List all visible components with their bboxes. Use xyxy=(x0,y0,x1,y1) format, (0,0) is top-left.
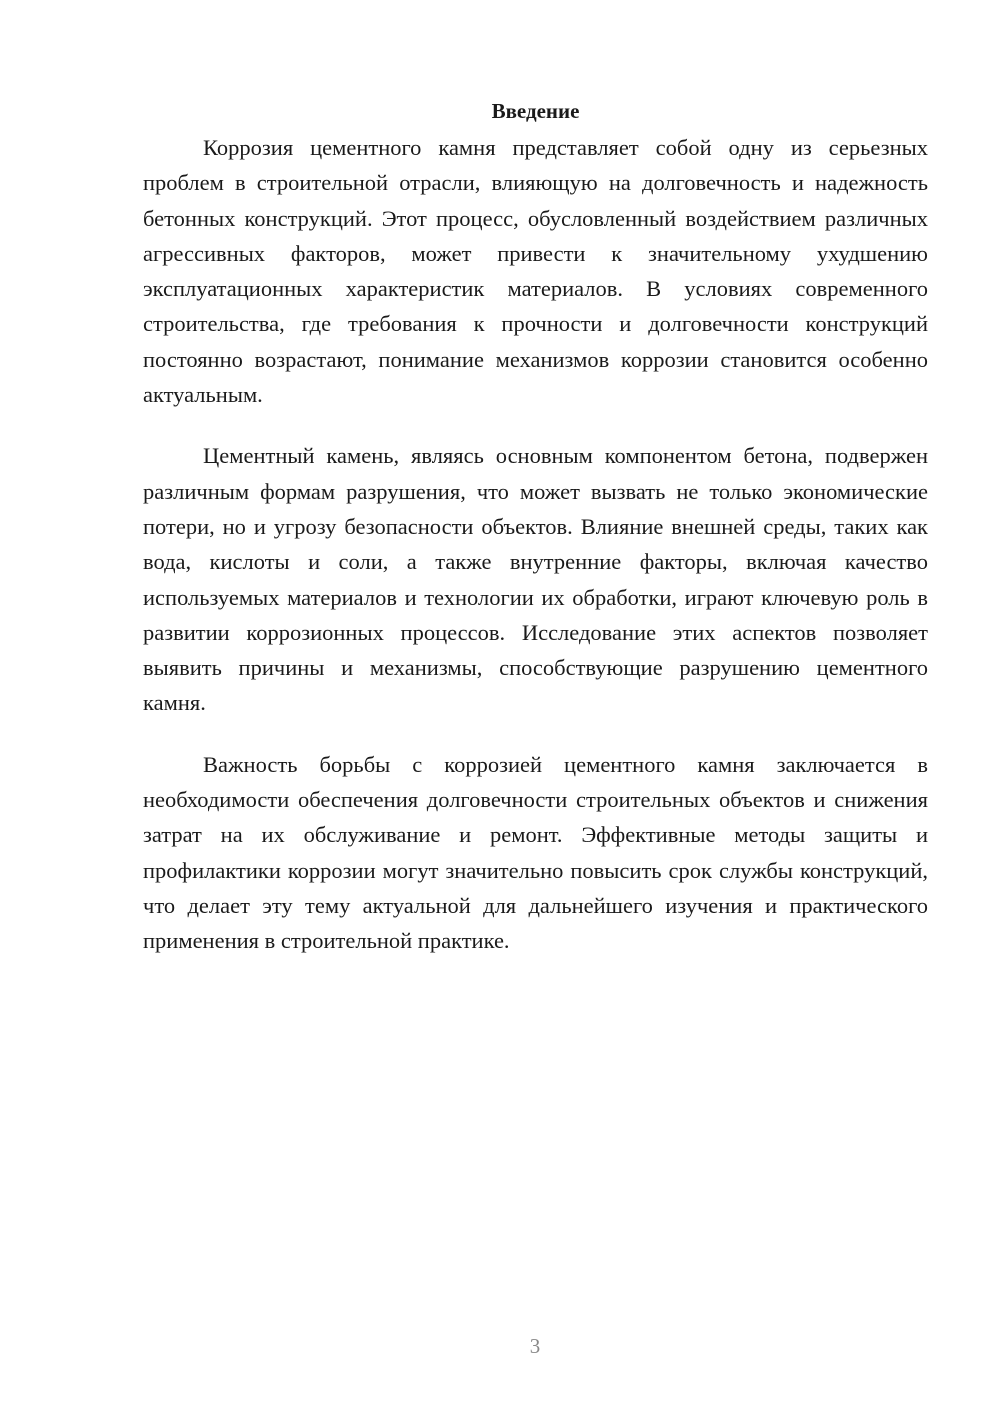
page-number: 3 xyxy=(529,1334,541,1358)
body-paragraph: Коррозия цементного камня представляет собой одну из серьезных проблем в строительной отрасли, влияющую на долговечность и надежность бетонных конструкций. Этот процесс, обусловленный воздействием различных агрессивных факторов, может привести к значительному ухудшению эксплуатационных характеристик материалов. В условиях современного строительства, где требования к прочности и долговечности конструкций постоянно возрастают, понимание механизмов коррозии становится особенно актуальным. xyxy=(143,135,928,408)
section-title: Введение xyxy=(491,99,580,123)
page-content xyxy=(143,96,928,985)
body-paragraph: Важность борьбы с коррозией цементного камня заключается в необходимости обеспечения долговечности строительных объектов и снижения затрат на их обслуживание и ремонт. Эффективные методы защиты и профилактики коррозии могут значительно повысить срок службы конструкций, что делает эту тему актуальной для дальнейшего изучения и практического применения в строительной практике. xyxy=(143,751,928,954)
body-paragraph: Цементный камень, являясь основным компонентом бетона, подвержен различным формам разрушения, что может вызвать не только экономические потери, но и угрозу безопасности объектов. Влияние внешней среды, таких как вода, кислоты и соли, а также внутренние факторы, включая качество используемых материалов и технологии их обработки, играют ключевую роль в развитии коррозионных процессов. Исследование этих аспектов позволяет выявить причины и механизмы, способствующие разрушению цементного камня. xyxy=(143,443,928,716)
